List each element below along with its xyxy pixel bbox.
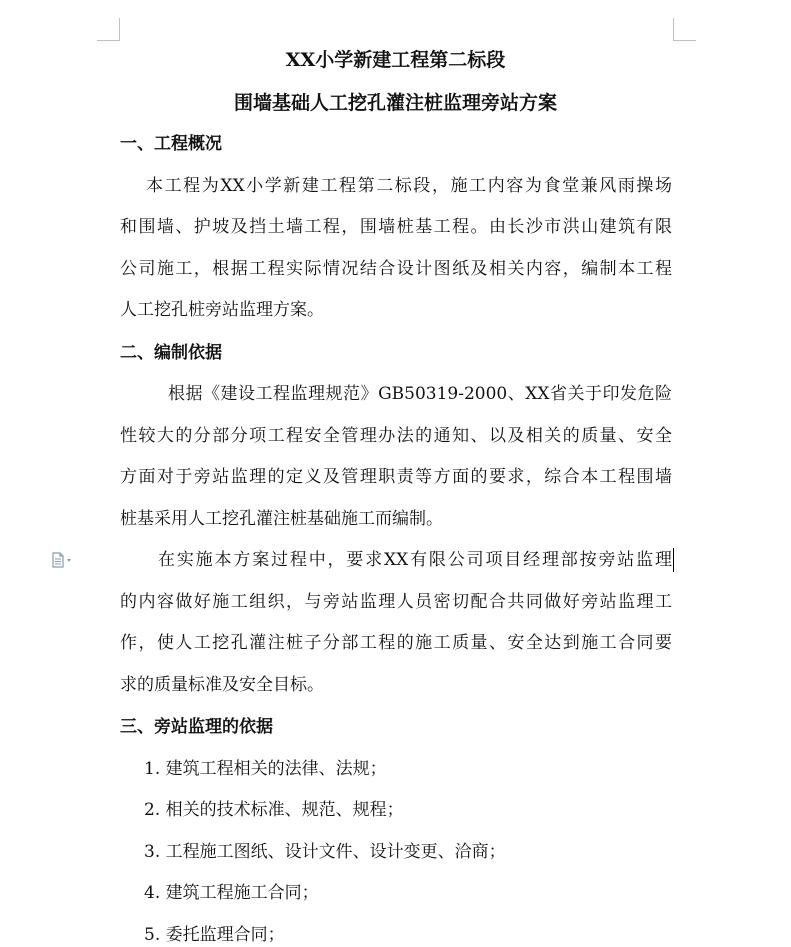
paragraph-line: 本工程为XX小学新建工程第二标段，施工内容为食堂兼风雨操场 <box>146 176 672 196</box>
text-cursor <box>673 548 674 572</box>
paragraph-line: 方面对于旁站监理的定义及管理职责等方面的要求，综合本工程围墙 <box>120 467 672 487</box>
paragraph-line: 根据《建设工程监理规范》GB50319-2000、XX省关于印发危险 <box>168 384 672 404</box>
list-item: 1. 建筑工程相关的法律、法规； <box>144 759 387 779</box>
top-right-margin-mark <box>673 18 696 41</box>
paragraph-line: 桩基采用人工挖孔灌注桩基础施工而编制。 <box>120 509 443 529</box>
top-left-margin-mark <box>97 18 120 41</box>
document-subtitle: 围墙基础人工挖孔灌注桩监理旁站方案 <box>233 92 557 114</box>
paragraph-line: 公司施工，根据工程实际情况结合设计图纸及相关内容，编制本工程 <box>120 259 672 279</box>
section-heading-basis: 二、编制依据 <box>120 343 222 363</box>
paragraph-line: 和围墙、护坡及挡土墙工程，围墙桩基工程。由长沙市洪山建筑有限 <box>120 217 672 237</box>
section-heading-supervision-basis: 三、旁站监理的依据 <box>120 717 273 737</box>
section-heading-overview: 一、工程概况 <box>120 134 222 154</box>
paragraph-line: 作，使人工挖孔灌注桩子分部工程的施工质量、安全达到施工合同要 <box>120 633 672 653</box>
document-title: XX小学新建工程第二标段 <box>285 49 506 71</box>
paragraph-line: 求的质量标准及安全目标。 <box>120 675 324 695</box>
paragraph-line: 在实施本方案过程中，要求XX有限公司项目经理部按旁站监理 <box>158 550 672 570</box>
list-item: 2. 相关的技术标准、规范、规程； <box>144 800 404 820</box>
list-item: 5. 委托监理合同； <box>144 925 285 945</box>
paragraph-line: 的内容做好施工组织，与旁站监理人员密切配合共同做好旁站监理工 <box>120 592 672 612</box>
list-item: 3. 工程施工图纸、设计文件、设计变更、洽商； <box>144 842 506 862</box>
paragraph-line: 人工挖孔桩旁站监理方案。 <box>120 300 324 320</box>
paragraph-line: 性较大的分部分项工程安全管理办法的通知、以及相关的质量、安全 <box>120 426 672 446</box>
list-item: 4. 建筑工程施工合同； <box>144 883 319 903</box>
paragraph-options-icon[interactable] <box>52 552 74 568</box>
